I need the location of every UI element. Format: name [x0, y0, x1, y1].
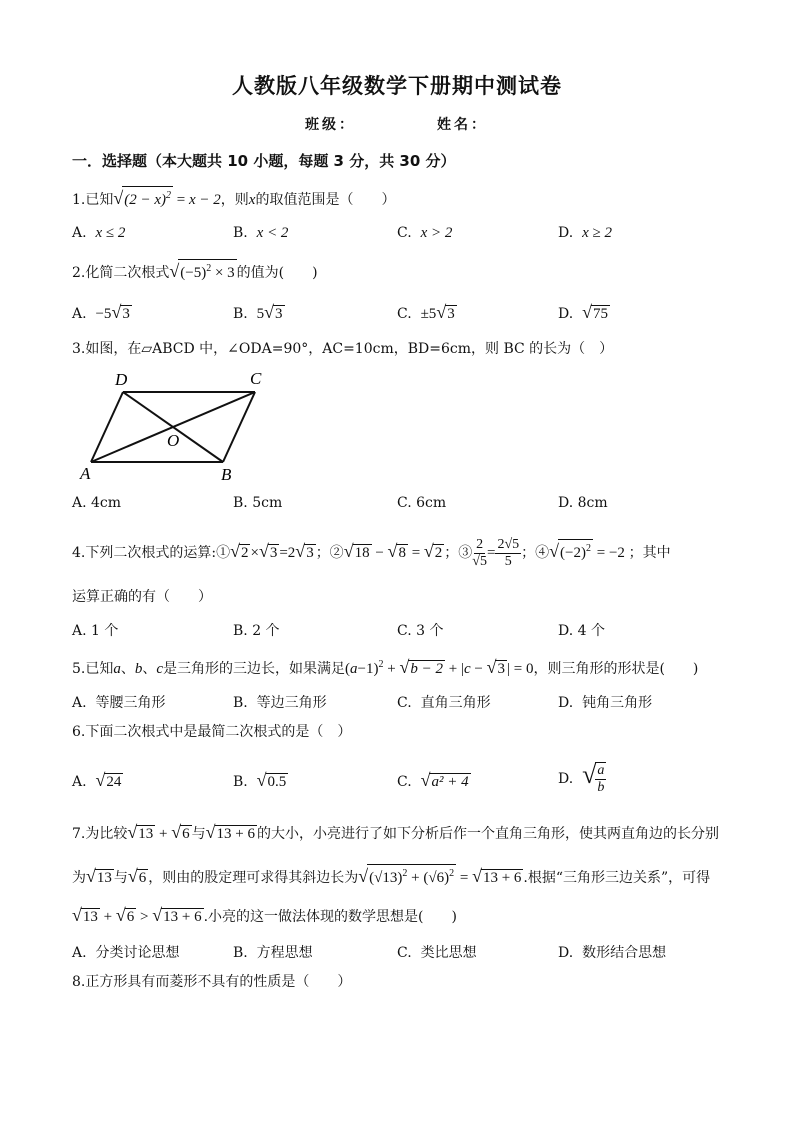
side-bc: [223, 392, 255, 462]
q3-option-d[interactable]: D. 8cm: [558, 495, 608, 511]
q7-option-b[interactable]: B. 方程思想: [233, 945, 313, 961]
q5-option-a[interactable]: A. 等腰三角形: [72, 695, 166, 711]
q3-option-c[interactable]: C. 6cm: [397, 495, 447, 511]
q1-option-d[interactable]: D. x ≥ 2: [558, 225, 612, 241]
question-7-line3: √13 + √6 > √13 + 6 .小亮的这一做法体现的数学思想是( ): [72, 905, 457, 925]
question-7-line1: 7.为比较√13 + √6 与√13 + 6 的大小，小亮进行了如下分析后作一个直角三角形，使其两直角边的长分别: [72, 822, 719, 842]
q2-option-d[interactable]: D. √75: [558, 302, 608, 322]
q1-suffix: 的取值范围是（ ）: [255, 192, 396, 208]
q7-option-d[interactable]: D. 数形结合思想: [558, 945, 667, 961]
question-4: 4.下列二次根式的运算:①√2 ×√3 =2√3 ；②√18 − √8 = √2 ；③ $\frac{2}{√5}$ = $\frac{2√5}{5}$ ；$④√(-2)^2 = -2$ ；其中: [72, 536, 671, 569]
q6-option-d[interactable]: D. √ $\frac{a}{b}$: [558, 760, 605, 795]
q4-option-a[interactable]: A. 1 个: [72, 623, 119, 639]
label-c: C: [250, 369, 262, 388]
label-b: B: [221, 465, 232, 484]
q4-option-b[interactable]: B. 2 个: [233, 623, 280, 639]
q4-option-d[interactable]: D. 4 个: [558, 623, 605, 639]
q1-option-a[interactable]: A. x ≤ 2: [72, 225, 126, 241]
q6-option-a[interactable]: A. √24: [72, 770, 122, 790]
q3-option-a[interactable]: A. 4cm: [72, 495, 122, 511]
label-o: O: [167, 431, 180, 450]
question-5: 5.已知a、b、c是三角形的三边长，如果满足$(a-1)^2 + √b - 2 + |c - √3$ | = 0，则三角形的形状是( ): [72, 657, 699, 677]
q7-option-c[interactable]: C. 类比思想: [397, 945, 477, 961]
q1-option-b[interactable]: B. x < 2: [233, 225, 289, 241]
q5-option-d[interactable]: D. 钝角三角形: [558, 695, 653, 711]
q1-prefix: 1.已知: [72, 192, 114, 208]
q5-option-c[interactable]: C. 直角三角形: [397, 695, 491, 711]
q1-option-c[interactable]: C. x > 2: [397, 225, 453, 241]
page-title: 人教版八年级数学下册期中测试卷: [232, 74, 562, 98]
diagonal-bd: [123, 392, 223, 462]
question-6: 6.下面二次根式中是最简二次根式的是（ ）: [72, 724, 352, 740]
q3-option-b[interactable]: B. 5cm: [233, 495, 283, 511]
label-a: A: [80, 464, 91, 483]
q1-mid: ，则: [220, 192, 249, 208]
question-1: 1.已知$√(2 - x)^2 = x - 2$，则x的取值范围是（ ）: [72, 188, 396, 208]
question-7-line2: 为√13 与√6 ，则由的股定理可求得其斜边长为$√(√13)^2 + (√6)^2 = √13 + 6$ .根据“三角形三边关系”，可得: [72, 866, 711, 886]
name-label: 姓名：: [437, 117, 488, 133]
q4-line2: 运算正确的有（ ）: [72, 589, 212, 605]
q2-option-b[interactable]: B. 5√3: [233, 302, 283, 322]
q2-option-c[interactable]: C. ±5√3: [397, 302, 455, 322]
q6-option-c[interactable]: C. √a² + 4: [397, 770, 469, 790]
q4-option-c[interactable]: C. 3 个: [397, 623, 444, 639]
question-8: 8.正方形具有而菱形不具有的性质是（ ）: [72, 974, 352, 990]
question-3: 3.如图，在▱ABCD 中，∠ODA=90°，AC=10cm，BD=6cm，则 BC 的长为（ ）: [72, 341, 614, 357]
class-label: 班级：: [305, 117, 356, 133]
section-heading: 一．选择题（本大题共 10 小题，每题 3 分，共 30 分）: [72, 152, 456, 170]
parallelogram-figure: [78, 366, 278, 484]
q5-option-b[interactable]: B. 等边三角形: [233, 695, 327, 711]
q6-option-b[interactable]: B. √0.5: [233, 770, 287, 790]
side-da: [91, 392, 123, 462]
question-2: 2.化简二次根式$√(-5)^2 \times 3$ 的值为( ): [72, 261, 318, 281]
q2-option-a[interactable]: A. −5√3: [72, 302, 130, 322]
q7-option-a[interactable]: A. 分类讨论思想: [72, 945, 180, 961]
label-d: D: [115, 370, 128, 389]
